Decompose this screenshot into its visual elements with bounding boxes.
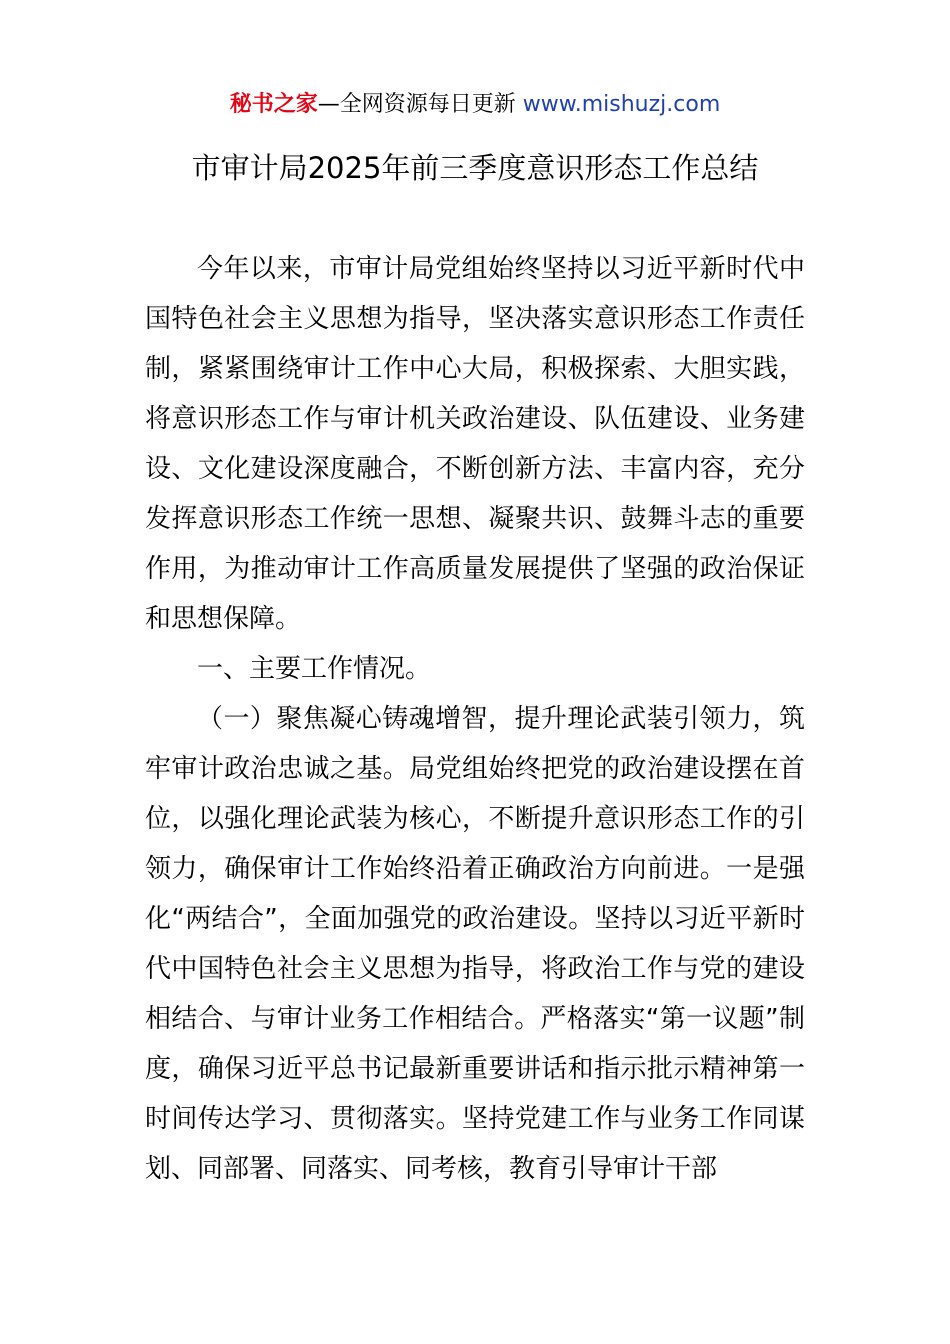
- document-body: [145, 244, 805, 1194]
- section-heading: 一、主要工作情况。: [197, 654, 432, 684]
- site-tagline: —全网资源每日更新: [317, 92, 516, 117]
- site-header: [0, 88, 950, 122]
- intro-paragraph: 今年以来，市审计局党组始终坚持以习近平新时代中国特色社会主义思想为指导，坚决落实意识形态工作责任制，紧紧围绕审计工作中心大局，积极探索、大胆实践，将意识形态工作与审计机关政治建设、队伍建设、业务建设、文化建设深度融合，不断创新方法、丰富内容，充分发挥意识形态工作统一思想、凝聚共识、鼓舞斗志的重要作用，为推动审计工作高质量发展提供了坚强的政治保证和思想保障。: [145, 254, 805, 634]
- document-title: 市审计局2025年前三季度意识形态工作总结: [191, 151, 759, 185]
- site-brand: 秘书之家: [229, 92, 318, 117]
- site-url[interactable]: www.mishuzj.com: [522, 92, 721, 117]
- section-one-paragraph: （一）聚焦凝心铸魂增智，提升理论武装引领力，筑牢审计政治忠诚之基。局党组始终把党的政治建设摆在首位，以强化理论武装为核心，不断提升意识形态工作的引领力，确保审计工作始终沿着正确政治方向前进。一是强化“两结合”，全面加强党的政治建设。坚持以习近平新时代中国特色社会主义思想为指导，将政治工作与党的建设相结合、与审计业务工作相结合。严格落实“第一议题”制度，确保习近平总书记最新重要讲话和指示批示精神第一时间传达学习、贯彻落实。坚持党建工作与业务工作同谋划、同部署、同落实、同考核，教育引导审计干部: [145, 704, 805, 1184]
